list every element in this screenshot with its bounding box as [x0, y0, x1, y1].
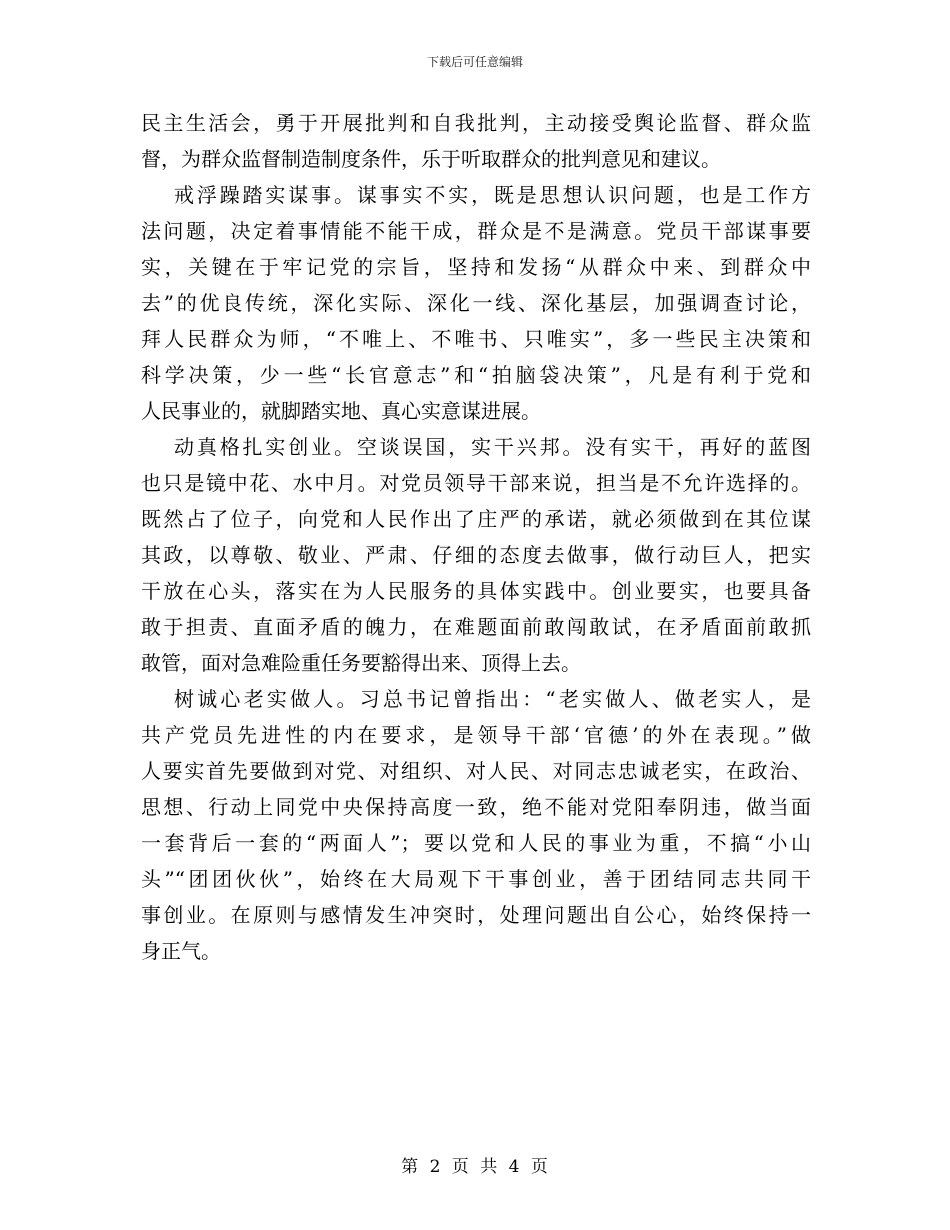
- text-line: 思想、行动上同党中央保持高度一致，绝不能对党阳奉阴违，做当面: [141, 795, 811, 819]
- text-line: 其政，以尊敬、敬业、严肃、仔细的态度去做事，做行动巨人，把实: [141, 543, 811, 567]
- text-line: 敢于担责、直面矛盾的魄力，在难题面前敢闯敢试，在矛盾面前敢抓: [141, 615, 811, 639]
- text-line: 拜人民群众为师，“不唯上、不唯书、只唯实”，多一些民主决策和: [141, 327, 811, 351]
- text-line: 人要实首先要做到对党、对组织、对人民、对同志忠诚老实，在政治、: [141, 759, 811, 783]
- text-line: 督，为群众监督制造制度条件，乐于听取群众的批判意见和建议。: [141, 147, 721, 171]
- page-number: 第 2 页 共 4 页: [401, 1157, 549, 1177]
- text-line: 头”“团团伙伙”，始终在大局观下干事创业，善于团结同志共同干: [141, 867, 811, 891]
- text-line: 动真格扎实创业。空谈误国，实干兴邦。没有实干，再好的蓝图: [174, 435, 811, 459]
- text-line: 去”的优良传统，深化实际、深化一线、深化基层，加强调查讨论，: [141, 291, 811, 315]
- text-line: 也只是镜中花、水中月。对党员领导干部来说，担当是不允许选择的。: [141, 471, 811, 495]
- document-body: [141, 105, 811, 969]
- text-line: 民主生活会，勇于开展批判和自我批判，主动接受舆论监督、群众监: [141, 111, 811, 135]
- text-line: 实，关键在于牢记党的宗旨，坚持和发扬“从群众中来、到群众中: [141, 255, 811, 279]
- paragraph: [141, 429, 811, 681]
- text-line: 树诚心老实做人。习总书记曾指出：“老实做人、做老实人，是: [174, 687, 811, 711]
- paragraph: [141, 177, 811, 429]
- text-line: 一套背后一套的“两面人”；要以党和人民的事业为重，不搞“小山: [141, 831, 811, 855]
- paragraph: [141, 681, 811, 969]
- text-line: 敢管，面对急难险重任务要豁得出来、顶得上去。: [141, 651, 581, 675]
- text-line: 科学决策，少一些“长官意志”和“拍脑袋决策”，凡是有利于党和: [141, 363, 811, 387]
- text-line: 既然占了位子，向党和人民作出了庄严的承诺，就必须做到在其位谋: [141, 507, 811, 531]
- text-line: 法问题，决定着事情能不能干成，群众是不是满意。党员干部谋事要: [141, 219, 811, 243]
- text-line: 干放在心头，落实在为人民服务的具体实践中。创业要实，也要具备: [141, 579, 811, 603]
- text-line: 事创业。在原则与感情发生冲突时，处理问题出自公心，始终保持一: [141, 903, 811, 927]
- text-line: 身正气。: [141, 939, 221, 963]
- text-line: 人民事业的，就脚踏实地、真心实意谋进展。: [141, 399, 541, 423]
- paragraph: [141, 105, 811, 177]
- page-header: 下载后可任意编辑: [426, 55, 523, 69]
- text-line: 戒浮躁踏实谋事。谋事实不实，既是思想认识问题，也是工作方: [174, 183, 811, 207]
- text-line: 共产党员先进性的内在要求，是领导干部‘官德’的外在表现。”做: [141, 723, 811, 747]
